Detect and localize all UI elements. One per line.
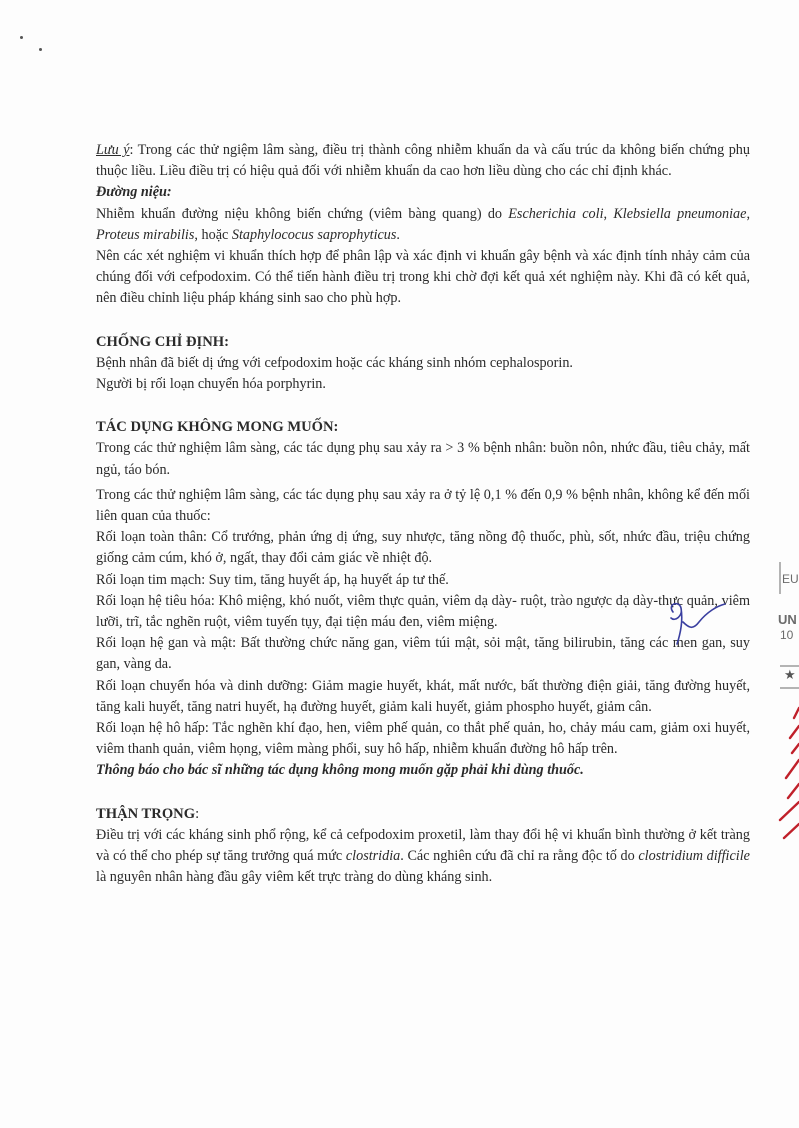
adverse-heading: TÁC DỤNG KHÔNG MONG MUỐN: bbox=[96, 419, 339, 436]
precaution-paragraph: Điều trị với các kháng sinh phổ rộng, kể cả cefpodoxim proxetil, làm thay đổi hệ vi khuẩn bình thường ở kết tràng và có thể cho phép sự tăng trưởng quá mức clostridia. Các nghiên cứu đã chỉ ra rằng độc tố do clostridium difficile là nguyên nhân hàng đầu gây viêm kết trực tràng do dùng kháng sinh. bbox=[96, 826, 750, 886]
adverse-warning: Thông báo cho bác sĩ những tác dụng không mong muốn gặp phải khi dùng thuốc. bbox=[96, 762, 584, 779]
urinary-paragraph: Nhiễm khuẩn đường niệu không biến chứng (viêm bàng quang) do Escherichia coli, Klebsiella pneumoniae, Proteus mirabilis, hoặc Staphylococus saprophyticus. bbox=[96, 205, 750, 243]
scan-speck bbox=[39, 48, 42, 51]
precaution-heading: THẬN TRỌNG: bbox=[96, 805, 200, 822]
note-paragraph: Lưu ý: Trong các thử ngiệm lâm sàng, điều trị thành công nhiễm khuẩn da và cấu trúc da không biến chứng phụ thuộc liều. Liều điều trị có hiệu quả đối với nhiễm khuẩn da cao hơn liều dùng cho các chỉ định khác. bbox=[96, 142, 750, 180]
adverse-paragraph: Rối loạn tim mạch: Suy tim, tăng huyết áp, hạ huyết áp tư thế. bbox=[96, 571, 449, 588]
adverse-paragraph: Trong các thử nghiệm lâm sàng, các tác dụng phụ sau xảy ra > 3 % bệnh nhân: buồn nôn, nhức đầu, tiêu chảy, mất ngủ, táo bón. bbox=[96, 440, 750, 478]
note-label: Lưu ý bbox=[96, 142, 130, 158]
adverse-paragraph: Rối loạn toàn thân: Cổ trướng, phản ứng dị ứng, suy nhược, tăng nồng độ thuốc, phù, sốt, nhức đầu, triệu chứng giống cảm cúm, khó ở, ngất, thay đổi cảm giác về nhiệt độ. bbox=[96, 529, 750, 567]
stamp-fragment bbox=[772, 548, 799, 848]
stamp-text: EU bbox=[782, 572, 799, 586]
handwritten-initials bbox=[665, 600, 735, 650]
adverse-paragraph: Trong các thử nghiệm lâm sàng, các tác dụng phụ sau xảy ra ở tỷ lệ 0,1 % đến 0,9 % bệnh nhân, không kể đến mối liên quan của thuốc: bbox=[96, 486, 750, 525]
urinary-test-paragraph: Nên các xét nghiệm vi khuẩn thích hợp để phân lập và xác định vi khuẩn gây bệnh và xác định tính nhảy cảm của chúng đối với cefpodoxim. Có thể tiến hành điều trị trong khi chờ đợi kết quả xét nghiệm này. Khi đã có kết quả, nên điều chỉnh liệu pháp kháng sinh sao cho phù hợp. bbox=[96, 248, 750, 307]
adverse-paragraph: Rối loạn hệ hô hấp: Tắc nghẽn khí đạo, hen, viêm phế quản, co thắt phế quản, ho, chảy máu cam, giảm oxi huyết, viêm thanh quản, viêm họng, viêm màng phổi, suy hô hấp, nhiễm khuẩn đường hô hấp trên. bbox=[96, 720, 750, 758]
adverse-paragraph: Rối loạn chuyển hóa và dinh dưỡng: Giảm magie huyết, khát, mất nước, bất thường điện giải, tăng đường huyết, tăng kali huyết, tăng natri huyết, hạ đường huyết, giảm kali huyết, giảm phospho huyết, giảm cân. bbox=[96, 677, 750, 715]
contraindication-item: Bệnh nhân đã biết dị ứng với cefpodoxim hoặc các kháng sinh nhóm cephalosporin. bbox=[96, 354, 573, 371]
document-body bbox=[96, 140, 750, 889]
urinary-heading: Đường niệu: bbox=[96, 184, 172, 201]
contraindication-item: Người bị rối loạn chuyển hóa porphyrin. bbox=[96, 376, 326, 393]
scan-speck bbox=[20, 36, 23, 39]
star-icon: ★ bbox=[784, 668, 796, 683]
adverse-paragraph: Rối loạn hệ gan và mật: Bất thường chức năng gan, viêm túi mật, sỏi mật, tăng bilirubin, tăng các men gan, suy gan, vàng da. bbox=[96, 635, 750, 673]
stamp-text: UN bbox=[778, 612, 797, 627]
contraindication-heading: CHỐNG CHỈ ĐỊNH: bbox=[96, 333, 229, 350]
adverse-paragraph: Rối loạn hệ tiêu hóa: Khô miệng, khó nuốt, viêm thực quản, viêm dạ dày- ruột, trào ngược dạ dày-thực quản, viêm lưỡi, trĩ, tắc nghẽn ruột, viêm tuyến tụy, đại tiện máu đen, viêm miệng. bbox=[96, 592, 750, 631]
stamp-text: 10 bbox=[780, 628, 794, 642]
